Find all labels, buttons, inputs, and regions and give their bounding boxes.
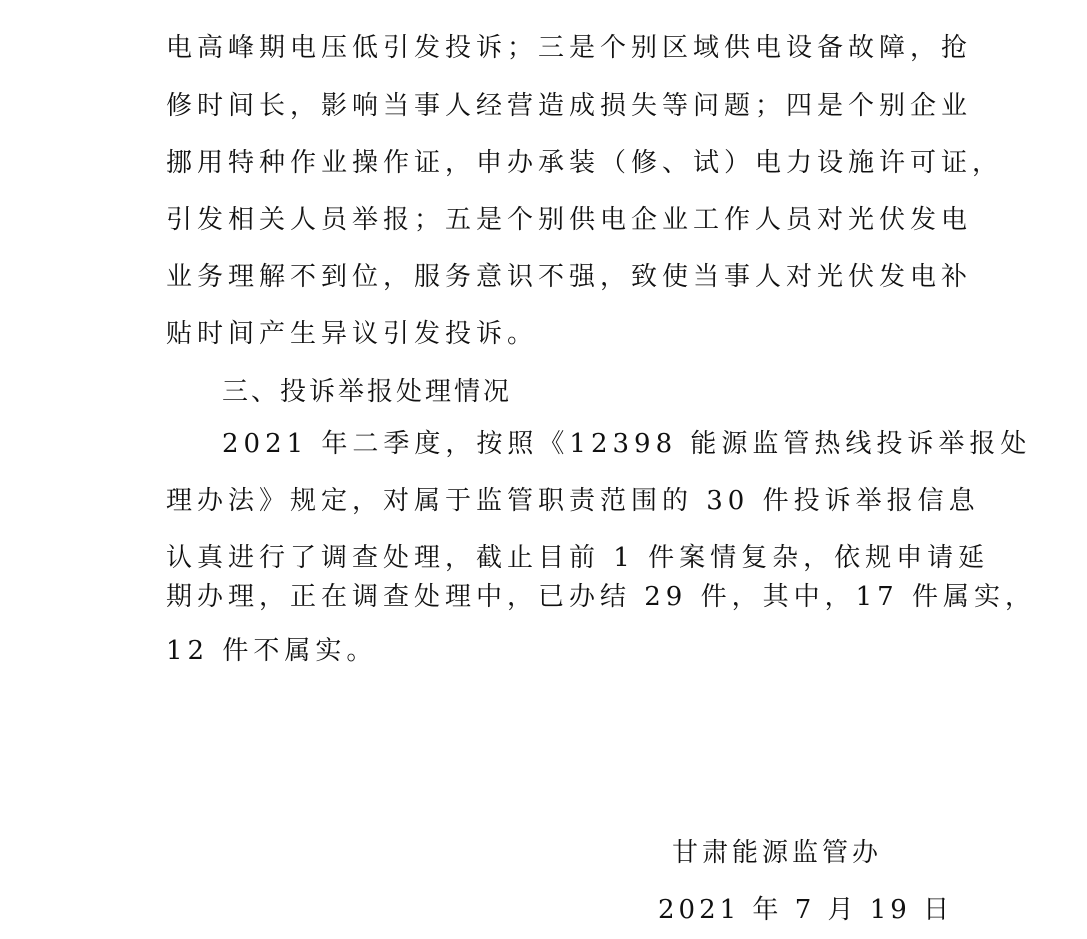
paragraph-line: 认真进行了调查处理，截止目前 1 件案情复杂，依规申请延 xyxy=(166,543,990,573)
paragraph-line: 12 件不属实。 xyxy=(166,636,378,666)
paragraph-line: 修时间长，影响当事人经营造成损失等问题；四是个别企业 xyxy=(166,91,973,121)
paragraph-line: 业务理解不到位，服务意识不强，致使当事人对光伏发电补 xyxy=(166,262,973,292)
paragraph-line: 期办理，正在调查处理中，已办结 29 件，其中，17 件属实， xyxy=(166,582,1036,612)
section-heading: 三、投诉举报处理情况 xyxy=(222,377,513,407)
signature-date: 2021 年 7 月 19 日 xyxy=(658,895,954,925)
signature-office: 甘肃能源监管办 xyxy=(672,838,883,868)
paragraph-line: 理办法》规定，对属于监管职责范围的 30 件投诉举报信息 xyxy=(166,486,980,516)
paragraph-line: 2021 年二季度，按照《12398 能源监管热线投诉举报处 xyxy=(222,429,1032,459)
paragraph-line: 挪用特种作业操作证，申办承装（修、试）电力设施许可证， xyxy=(166,148,1004,178)
paragraph-line: 引发相关人员举报；五是个别供电企业工作人员对光伏发电 xyxy=(166,205,973,235)
paragraph-line: 贴时间产生异议引发投诉。 xyxy=(166,319,539,349)
paragraph-line: 电高峰期电压低引发投诉；三是个别区域供电设备故障，抢 xyxy=(166,33,973,63)
